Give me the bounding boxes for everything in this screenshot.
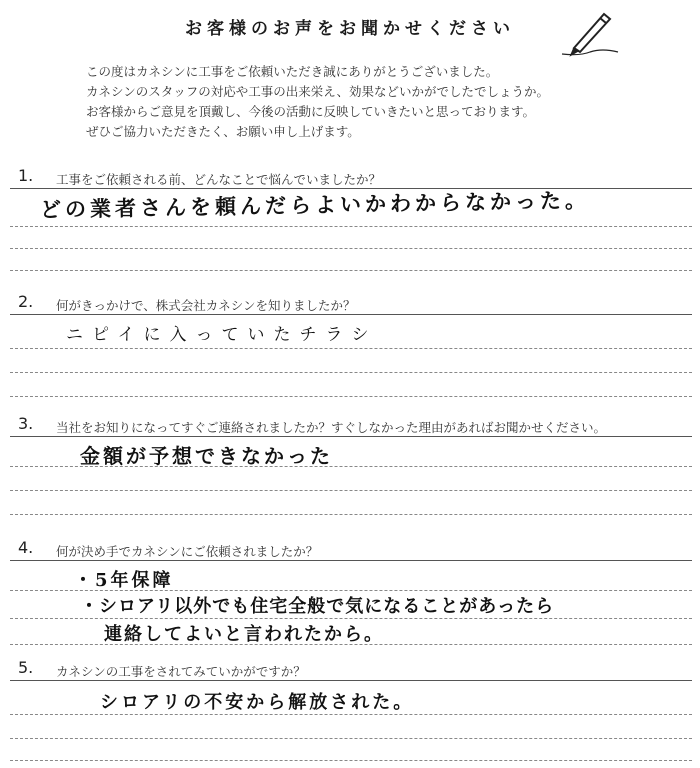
question-number-4: 4. (18, 538, 34, 557)
answer-line (10, 226, 692, 227)
question-number-3: 3. (18, 414, 34, 433)
answer-line (10, 618, 692, 619)
answer-line (10, 466, 692, 467)
answer-4-line-2: ・シロアリ以外でも住宅全般で気になることがあったら (80, 596, 555, 617)
question-text-1: 工事をご依頼される前、どんなことで悩んでいましたか？ (56, 172, 382, 187)
survey-title: お客様のお声をお聞かせください (185, 19, 515, 39)
question-text-4: 何が決め手でカネシンにご依頼されましたか？ (56, 544, 319, 559)
answer-line (10, 270, 692, 271)
answer-line (10, 760, 692, 761)
intro-line: お客様からご意見を頂戴し、今後の活動に反映していきたいと思っております。 (86, 104, 536, 119)
answer-line (10, 590, 692, 591)
answer-line (10, 490, 692, 491)
answer-line (10, 514, 692, 515)
intro-text (86, 62, 549, 142)
answer-line (10, 738, 692, 739)
answer-line (10, 714, 692, 715)
answer-line (10, 644, 692, 645)
answer-4-line-3: 連絡してよいと言われたから。 (104, 624, 384, 645)
answer-line (10, 396, 692, 397)
question-text-2: 何がきっかけで、株式会社カネシンを知りましたか？ (56, 298, 356, 313)
answer-line (10, 248, 692, 249)
answer-5-line-1: シロアリの不安から解放された。 (100, 692, 415, 713)
question-number-1: 1. (18, 166, 34, 185)
answer-3-line-1: 金額が予想できなかった (80, 444, 333, 468)
answer-4-line-1: ・5年保障 (74, 570, 174, 591)
question-text-5: カネシンの工事をされてみていかがですか？ (56, 664, 306, 679)
question-divider (10, 560, 692, 561)
answer-1-line-1: どの業者さんを頼んだらよいかわからなかった。 (39, 187, 591, 222)
intro-line: この度はカネシンに工事をご依頼いただき誠にありがとうございました。 (86, 64, 499, 79)
intro-line: ぜひご協力いただきたく、お願い申し上げます。 (86, 124, 360, 139)
answer-2-line-1: ニピイに入っていたチラシ (66, 325, 378, 345)
answer-line (10, 372, 692, 373)
question-number-2: 2. (18, 292, 34, 311)
question-divider (10, 680, 692, 681)
question-number-5: 5. (18, 658, 34, 677)
answer-line (10, 348, 692, 349)
pen-icon (560, 8, 620, 60)
intro-line: カネシンのスタッフの対応や工事の出来栄え、効果などいかがでしたでしょうか。 (86, 84, 549, 99)
question-divider (10, 314, 692, 315)
question-divider (10, 436, 692, 437)
question-text-3: 当社をお知りになってすぐご連絡されましたか？すぐしなかった理由があればお聞かせください。 (56, 420, 607, 435)
